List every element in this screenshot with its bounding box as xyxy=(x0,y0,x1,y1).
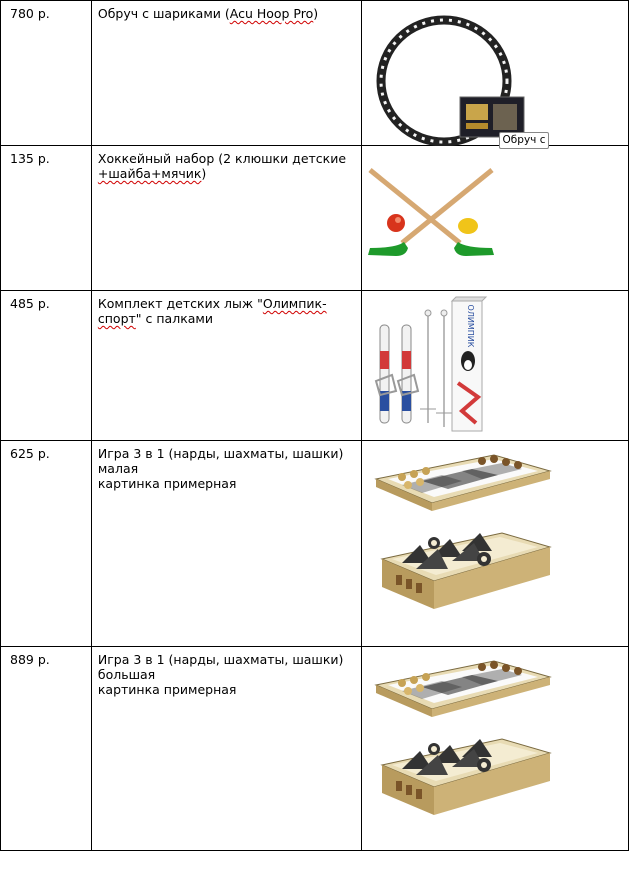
price-value: 135 р. xyxy=(10,151,50,166)
chess-backgammon-set-icon xyxy=(362,441,629,647)
image-tag: Обруч с xyxy=(499,132,550,149)
price-value: 889 р. xyxy=(10,652,50,667)
product-description: Хоккейный набор (2 клюшки детские +шайба+мячик) xyxy=(97,151,347,181)
product-description: Игра 3 в 1 (нарды, шахматы, шашки) малая картинка примерная xyxy=(97,446,344,491)
product-description: Игра 3 в 1 (нарды, шахматы, шашки) большая картинка примерная xyxy=(97,652,344,697)
image-cell xyxy=(361,441,628,647)
price-cell xyxy=(1,146,92,291)
description-cell xyxy=(91,146,361,291)
description-cell xyxy=(91,291,361,441)
box-brand-text: ОЛИМПИК xyxy=(465,304,475,348)
price-cell xyxy=(1,441,92,647)
description-cell xyxy=(91,647,361,851)
product-description: Обруч с шариками (Acu Hoop Pro) xyxy=(97,6,319,21)
price-value: 625 р. xyxy=(10,446,50,461)
description-cell xyxy=(91,1,361,146)
product-description: Комплект детских лыж "Олимпик- спорт" с палками xyxy=(97,296,327,326)
description-cell xyxy=(91,441,361,647)
image-cell xyxy=(361,146,628,291)
image-cell xyxy=(361,647,628,851)
hula-hoop-icon xyxy=(362,1,629,146)
price-value: 485 р. xyxy=(10,296,50,311)
table-row xyxy=(1,146,629,291)
table-row xyxy=(1,1,629,146)
price-value: 780 р. xyxy=(10,6,50,21)
price-cell xyxy=(1,647,92,851)
table-row xyxy=(1,291,629,441)
price-cell xyxy=(1,291,92,441)
price-cell xyxy=(1,1,92,146)
table-row xyxy=(1,647,629,851)
image-cell xyxy=(361,1,628,146)
chess-backgammon-set-icon xyxy=(362,647,629,851)
image-cell xyxy=(361,291,628,441)
table-row xyxy=(1,441,629,647)
hockey-sticks-icon xyxy=(362,146,629,291)
kids-skis-icon xyxy=(362,291,629,441)
